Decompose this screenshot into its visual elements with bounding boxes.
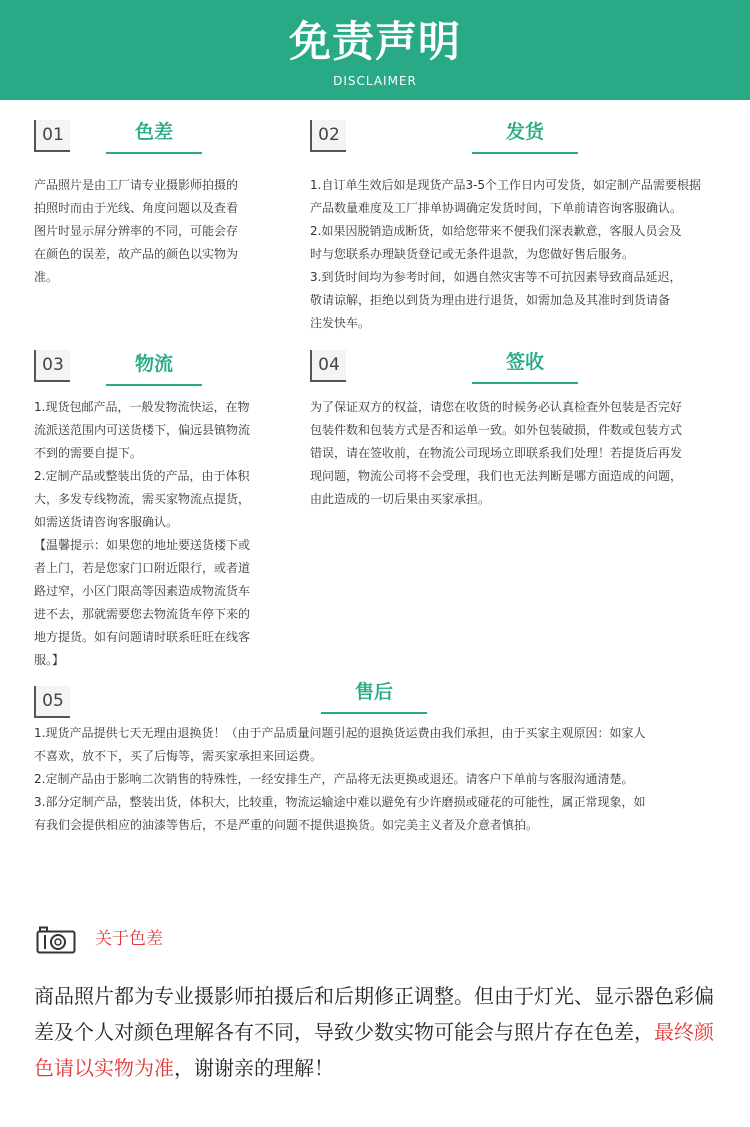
page-subtitle: DISCLAIMER	[333, 74, 417, 88]
section-title: 售后	[354, 681, 393, 703]
section-body: 1.现货产品提供七天无理由退换货！（由于产品质量问题引起的退换货运费由我们承担，由于买家主观原因：如家人 不喜欢，放不下，买了后悔等，需买家承担来回运费。 2.定制产品由于影响二次销售的特殊性，一经安排生产，产品将无法更换或退还。请客户下单前与客服沟通清楚。 3.部分定制产品，整装出货，体积大，比较重，物流运输途中难以避免有少许磨损或碰花的可能性，属正常现象，如 有我们会提供相应的油漆等售后，不是严重的问题不提供退换货。如完美主义者及介意者慎拍。	[34, 726, 646, 832]
note-text: 商品照片都为专业摄影师拍摄后和后期修正调整。但由于灯光、显示器色彩偏差及个人对颜色理解各有不同，导致少数实物可能会与照片存在色差，最终颜色请以实物为准，谢谢亲的理解！	[34, 984, 714, 1080]
section-number: 05	[34, 686, 70, 718]
section-body: 1.自订单生效后如是现货产品3-5个工作日内可发货，如定制产品需要根据 产品数量难度及工厂排单协调确定发货时间，下单前请咨询客服确认。 2.如果因脱销造成断货，如给您带来不便我们深表歉意，客服人员会及 时与您联系办理缺货登记或无条件退款，为您做好售后服务。 3.到货时间均为参考时间，如遇自然灾害等不可抗因素导致商品延迟， 敬请谅解，拒绝以到货为理由进行退货，如需加急及其准时到货请备 注发快车。	[310, 178, 702, 330]
section-title: 发货	[505, 121, 544, 143]
section-number: 01	[34, 120, 70, 152]
page-title: 免责声明	[288, 17, 461, 66]
title-underline	[472, 152, 578, 154]
section-number: 04	[310, 350, 346, 382]
camera-icon	[36, 926, 76, 958]
section-number: 02	[310, 120, 346, 152]
note-title: 关于色差	[95, 929, 163, 949]
section-body: 产品照片是由工厂请专业摄影师拍摄的 拍照时而由于光线、角度问题以及查看 图片时显示屏分辨率的不同，可能会存 在颜色的误差，故产品的颜色以实物为 准。	[34, 178, 239, 284]
section-receipt	[310, 350, 730, 520]
section-logistics	[34, 350, 284, 670]
section-after-sales	[34, 680, 730, 840]
section-body: 1.现货包邮产品，一般发物流快运，在物 流派送范围内可送货楼下，偏远县镇物流 不到的需要自提下。 2.定制产品或整装出货的产品，由于体积 大，多发专线物流，需买家物流点提货， 如需送货请咨询客服确认。 【温馨提示：如果您的地址要送货楼下或 者上门，若是您家门口附近限行，或者道 路过窄，小区门限高等因素造成物流货车 进不去，那就需要您去物流货车停下来的 地方提货。如有问题请时联系旺旺在线客 服。】	[34, 400, 251, 667]
section-body: 为了保证双方的权益，请您在收货的时候务必认真检查外包装是否完好 包装件数和包装方式是否和运单一致。如外包装破损，件数或包装方式 错误，请在签收前，在物流公司现场立即联系我们处理！若提货后再发 现问题，物流公司将不会受理，我们也无法判断是哪方面造成的问题， 由此造成的一切后果由买家承担。	[310, 400, 683, 506]
title-underline	[106, 384, 202, 386]
title-underline	[106, 152, 202, 154]
section-number: 03	[34, 350, 70, 382]
section-shipping	[310, 120, 730, 340]
note-highlight: 最终颜色请以实物为准	[34, 1020, 714, 1080]
section-title: 物流	[134, 353, 173, 375]
title-underline	[321, 712, 427, 714]
section-title: 签收	[505, 351, 544, 373]
section-color-difference	[34, 120, 274, 300]
section-title: 色差	[134, 121, 173, 143]
title-underline	[472, 382, 578, 384]
header-banner	[0, 0, 750, 100]
